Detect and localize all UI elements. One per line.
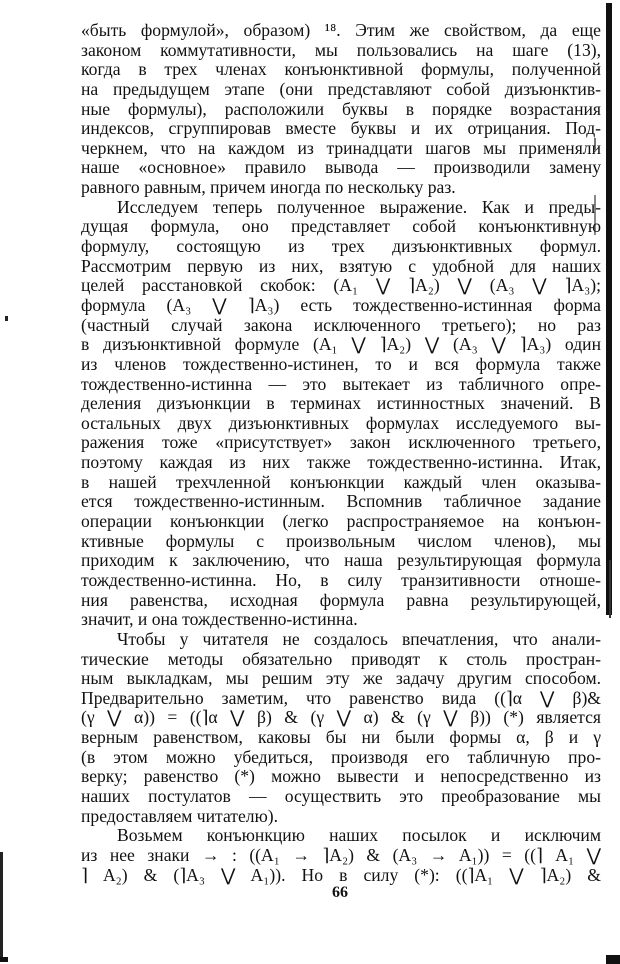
text-line: ния равенства, исходная формула равна результирующей,: [81, 589, 601, 610]
text-line: ется тождественно-истинным. Вспомнив табличное задание: [81, 491, 601, 512]
text-line: из нее знаки → : ((A₁ → ⌉A₂) & (A₃ → A₁)) = ((⌉ A₁ ⋁: [81, 844, 601, 865]
text-line: Предварительно заметим, что равенство вида ((⌉α ⋁ β)&: [81, 687, 601, 708]
text-line: равного равным, причем иногда по нескольку раз.: [81, 177, 456, 198]
text-line: наших постулатов — осуществить это преобразование мы: [81, 785, 601, 806]
text-line: верным равенством, каковы бы ни были формы α, β и γ: [81, 727, 601, 748]
text-line: черкнем, что на каждом из тринадцати шагов мы применяли: [81, 137, 601, 158]
text-line: на предыдущем этапе (они представляют собой дизъюнктив-: [81, 78, 601, 99]
scan-edge-shadow-right-thin: [609, 560, 611, 618]
text-line: (частный случай закона исключенного третьего); но раз: [81, 314, 601, 335]
text-line: «быть формулой», образом) ¹⁸. Этим же свойством, да еще: [81, 20, 601, 40]
text-line: поэтому каждая из них также тождественно-истинна. Итак,: [81, 452, 601, 473]
text-line: законом коммутативности, мы пользовались на шаге (13),: [81, 39, 601, 60]
text-line: ные формулы), расположили буквы в порядке возрастания: [81, 98, 601, 119]
text-line: тождественно-истинна. Но, в силу транзитивности отноше-: [81, 569, 601, 590]
text-line: деления дизъюнкции в терминах истинностных значений. В: [81, 393, 601, 414]
text-line: (γ ⋁ α)) = ((⌉α ⋁ β) & (γ ⋁ α) & (γ ⋁ β)) (*) является: [81, 707, 601, 728]
text-line: ктивные формулы с произвольным числом членов), мы: [81, 530, 601, 551]
text-line: тические методы обязательно приводят к столь простран-: [81, 648, 601, 669]
body-text: [81, 21, 601, 885]
text-line: в дизъюнктивной формуле (A₁ ⋁ ⌉A₂) ⋁ (A₃ ⋁ ⌉A₃) один: [81, 334, 601, 355]
text-line: верку; равенство (*) можно вывести и непосредственно из: [81, 766, 601, 787]
scan-artifact-bottom-right: [606, 955, 620, 964]
text-line: когда в трех членах конъюнктивной формулы, полученной: [81, 59, 601, 80]
text-line: тождественно-истинна — это вытекает из табличного опре-: [81, 373, 601, 394]
scan-edge-shadow-right: [606, 3, 612, 615]
text-line: наше «основное» правило вывода — производили замену: [81, 157, 601, 178]
scan-speck: [5, 316, 8, 321]
text-line: из членов тождественно-истинен, то и вся формула также: [81, 353, 601, 374]
text-line: приходим к заключению, что наша результирующая формула: [81, 550, 601, 571]
paragraph-start-line: Исследуем теперь полученное выражение. Как и преды-: [117, 196, 601, 217]
text-line: целей расстановкой скобок: (A₁ ⋁ ⌉A₂) ⋁ (A₃ ⋁ ⌉A₃);: [81, 275, 601, 296]
text-line: ⌉ A₂) & (⌉A₃ ⋁ A₁)). Но в силу (*): ((⌉A₁ ⋁ ⌉A₂) &: [81, 864, 601, 885]
text-line: ражения тоже «присутствует» закон исключенного третьего,: [81, 432, 601, 453]
text-line: Рассмотрим первую из них, взятую с удобной для наших: [81, 255, 601, 276]
scan-artifact-bottom-left: [0, 957, 8, 962]
text-line: в нашей трехчленной конъюнкции каждый член оказыва-: [81, 471, 601, 492]
text-line: формула (A₃ ⋁ ⌉A₃) есть тождественно-истинная форма: [81, 294, 601, 315]
paragraph-start-line: Чтобы у читателя не создалось впечатления, что анали-: [117, 628, 601, 649]
text-line: (в этом можно убедиться, производя его табличную про-: [81, 746, 601, 767]
paragraph-start-line: Возьмем конъюнкцию наших посылок и исключим: [117, 825, 601, 846]
text-line: формулу, состоящую из трех дизъюнктивных формул.: [81, 236, 601, 257]
page-number: 66: [332, 884, 348, 901]
text-line: дущая формула, оно представляет собой конъюнктивную: [81, 216, 601, 237]
text-line: предоставляем читателю).: [81, 805, 278, 826]
text-line: операции конъюнкции (легко распространяемое на конъюн-: [81, 511, 601, 532]
text-line: значит, и она тождественно-истинна.: [81, 609, 358, 630]
text-line: остальных двух дизъюнктивных формулах исследуемого вы-: [81, 412, 601, 433]
scan-edge-shadow-left: [0, 852, 3, 960]
text-line: ным выкладкам, мы решим эту же задачу другим способом.: [81, 668, 601, 689]
text-line: индексов, сгруппировав вместе буквы и их отрицания. Под-: [81, 118, 601, 139]
